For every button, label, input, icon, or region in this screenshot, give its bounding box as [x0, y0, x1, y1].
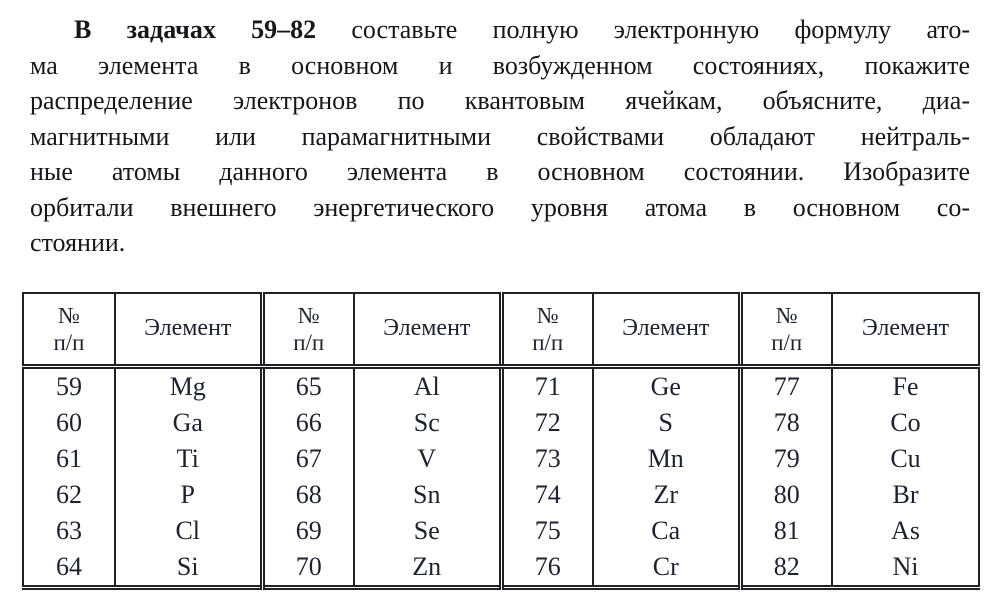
- cell-task-number: 79: [740, 441, 832, 477]
- header-number-cell: [262, 293, 354, 367]
- cell-task-number: 72: [501, 405, 593, 441]
- cell-task-number: 63: [23, 513, 115, 549]
- cell-task-number: 62: [23, 477, 115, 513]
- header-element-cell: Элемент: [115, 293, 262, 367]
- task-range-lead: В задачах 59–82: [74, 15, 317, 44]
- cell-element-symbol: Si: [115, 549, 262, 588]
- cell-element-symbol: Mn: [593, 441, 740, 477]
- paragraph-line: стоянии.: [30, 228, 126, 257]
- cell-element-symbol: Mg: [115, 366, 262, 405]
- cell-element-symbol: V: [354, 441, 501, 477]
- task-instruction-paragraph: [30, 12, 970, 261]
- paragraph-line: [30, 12, 970, 48]
- table-row: [23, 513, 979, 549]
- header-number-top: №: [775, 302, 798, 328]
- paragraph-line: ма элемента в основном и возбужденном состояниях, покажите: [30, 50, 970, 80]
- cell-task-number: 65: [262, 366, 354, 405]
- cell-element-symbol: Ge: [593, 366, 740, 405]
- cell-task-number: 61: [23, 441, 115, 477]
- paragraph-line: распределение электронов по квантовым ячейкам, объясните, диа-: [30, 86, 970, 115]
- cell-element-symbol: Zn: [354, 549, 501, 588]
- header-number-top: №: [297, 302, 320, 328]
- elements-table: [22, 292, 980, 590]
- cell-task-number: 73: [501, 441, 593, 477]
- cell-element-symbol: P: [115, 477, 262, 513]
- cell-task-number: 74: [501, 477, 593, 513]
- cell-task-number: 70: [262, 549, 354, 588]
- cell-task-number: 64: [23, 549, 115, 588]
- paragraph-line: магнитными или парамагнитными свойствами обладают нейтраль-: [30, 121, 970, 151]
- cell-task-number: 67: [262, 441, 354, 477]
- cell-element-symbol: Cl: [115, 513, 262, 549]
- cell-element-symbol: Sc: [354, 405, 501, 441]
- cell-task-number: 78: [740, 405, 832, 441]
- cell-element-symbol: Ca: [593, 513, 740, 549]
- header-element-cell: Элемент: [832, 293, 979, 367]
- cell-task-number: 68: [262, 477, 354, 513]
- cell-task-number: 71: [501, 366, 593, 405]
- table-row: [23, 366, 979, 405]
- cell-element-symbol: Cu: [832, 441, 979, 477]
- table-row: [23, 441, 979, 477]
- cell-task-number: 76: [501, 549, 593, 588]
- header-number-top: №: [536, 302, 559, 328]
- cell-element-symbol: Ni: [832, 549, 979, 588]
- header-number-bottom: п/п: [771, 329, 803, 355]
- cell-element-symbol: Br: [832, 477, 979, 513]
- cell-task-number: 59: [23, 366, 115, 405]
- cell-element-symbol: Cr: [593, 549, 740, 588]
- table-row: [23, 477, 979, 513]
- cell-element-symbol: Ga: [115, 405, 262, 441]
- cell-task-number: 66: [262, 405, 354, 441]
- cell-element-symbol: Al: [354, 366, 501, 405]
- cell-element-symbol: Zr: [593, 477, 740, 513]
- cell-task-number: 69: [262, 513, 354, 549]
- cell-task-number: 75: [501, 513, 593, 549]
- header-number-bottom: п/п: [532, 329, 564, 355]
- cell-element-symbol: Co: [832, 405, 979, 441]
- cell-element-symbol: Se: [354, 513, 501, 549]
- paragraph-line: орбитали внешнего энергетического уровня атома в основном со-: [30, 192, 970, 222]
- header-number-cell: [23, 293, 115, 367]
- header-element-cell: Элемент: [354, 293, 501, 367]
- cell-task-number: 82: [740, 549, 832, 588]
- header-number-bottom: п/п: [53, 329, 85, 355]
- table-row: [23, 405, 979, 441]
- paragraph-line-text: составьте полную электронную формулу ато-: [316, 15, 970, 44]
- header-number-top: №: [58, 302, 80, 328]
- elements-table-wrapper: [22, 292, 970, 590]
- cell-task-number: 77: [740, 366, 832, 405]
- header-number-cell: [501, 293, 593, 367]
- header-element-cell: Элемент: [593, 293, 740, 367]
- table-header: [23, 293, 979, 367]
- paragraph-line: ные атомы данного элемента в основном состоянии. Изобразите: [30, 157, 970, 186]
- cell-task-number: 60: [23, 405, 115, 441]
- cell-element-symbol: As: [832, 513, 979, 549]
- header-number-bottom: п/п: [293, 329, 325, 355]
- cell-element-symbol: Fe: [832, 366, 979, 405]
- cell-element-symbol: Sn: [354, 477, 501, 513]
- table-row: [23, 549, 979, 588]
- cell-task-number: 81: [740, 513, 832, 549]
- header-number-cell: [740, 293, 832, 367]
- cell-element-symbol: Ti: [115, 441, 262, 477]
- cell-element-symbol: S: [593, 405, 740, 441]
- header-row: [23, 293, 979, 367]
- table-body: [23, 366, 979, 587]
- cell-task-number: 80: [740, 477, 832, 513]
